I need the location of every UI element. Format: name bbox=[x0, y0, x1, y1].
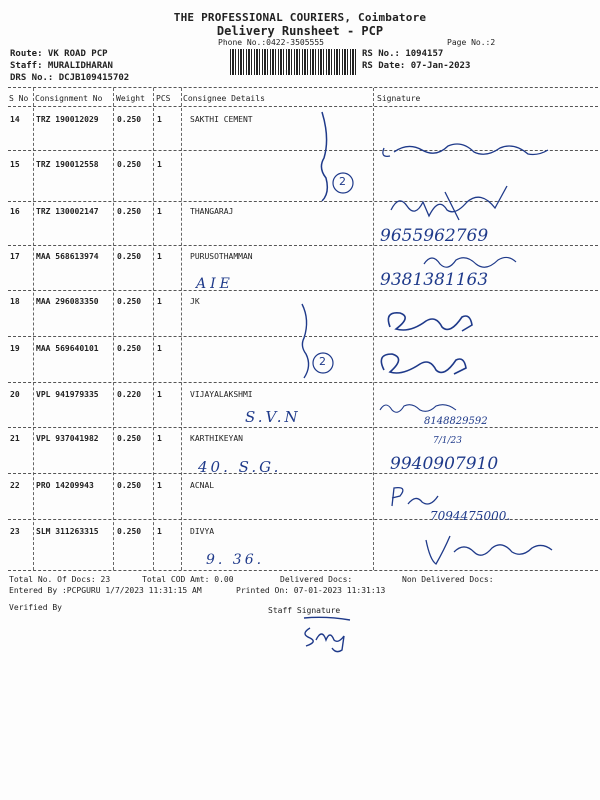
row-consignment: VPL 937041982 bbox=[36, 434, 99, 443]
delivered-docs: Delivered Docs: bbox=[280, 575, 353, 584]
divider bbox=[8, 290, 598, 291]
divider bbox=[8, 106, 598, 107]
column-separator bbox=[113, 88, 114, 570]
row-consignee: JK bbox=[190, 297, 200, 306]
row-consignee: ACNAL bbox=[190, 481, 215, 490]
handwritten-note: S.V.N bbox=[245, 408, 301, 426]
divider bbox=[8, 427, 598, 428]
signature-row-23 bbox=[420, 530, 560, 570]
staff-signature bbox=[296, 614, 356, 654]
row-pcs: 1 bbox=[157, 207, 162, 216]
column-separator bbox=[33, 88, 34, 570]
row-sno: 14 bbox=[10, 115, 20, 124]
row-weight: 0.250 bbox=[117, 252, 142, 261]
row-consignee: KARTHIKEYAN bbox=[190, 434, 243, 443]
circle-number: 2 bbox=[339, 175, 346, 188]
signature-row-16 bbox=[385, 180, 525, 228]
row-pcs: 1 bbox=[157, 390, 162, 399]
document-title: Delivery Runsheet - PCP bbox=[216, 24, 384, 38]
total-cod: Total COD Amt: 0.00 bbox=[142, 575, 234, 584]
row-consignment: MAA 568613974 bbox=[36, 252, 99, 261]
phone-number: Phone No.:0422-3505555 bbox=[218, 38, 324, 47]
row-sno: 20 bbox=[10, 390, 20, 399]
signature-row-20 bbox=[376, 396, 466, 418]
rs-number: RS No.: 1094157 bbox=[362, 49, 444, 59]
row-sno: 15 bbox=[10, 160, 20, 169]
row-weight: 0.250 bbox=[117, 115, 142, 124]
route: Route: VK ROAD PCP bbox=[10, 49, 108, 59]
divider bbox=[8, 473, 598, 474]
row-weight: 0.250 bbox=[117, 207, 142, 216]
row-weight: 0.250 bbox=[117, 160, 142, 169]
row-pcs: 1 bbox=[157, 481, 162, 490]
row-consignee: PURUSOTHAMMAN bbox=[190, 252, 253, 261]
staff-signature-label: Staff Signature bbox=[268, 606, 341, 615]
row-consignment: MAA 296083350 bbox=[36, 297, 99, 306]
row-weight: 0.250 bbox=[117, 481, 142, 490]
row-pcs: 1 bbox=[157, 115, 162, 124]
divider bbox=[8, 245, 598, 246]
row-consignee: THANGARAJ bbox=[190, 207, 234, 216]
column-separator bbox=[153, 88, 154, 570]
row-sno: 23 bbox=[10, 527, 20, 536]
row-sno: 16 bbox=[10, 207, 20, 216]
row-weight: 0.220 bbox=[117, 390, 142, 399]
company-name: THE PROFESSIONAL COURIERS, Coimbatore bbox=[173, 11, 427, 24]
row-pcs: 1 bbox=[157, 344, 162, 353]
row-weight: 0.250 bbox=[117, 297, 142, 306]
row-consignee: DIVYA bbox=[190, 527, 215, 536]
rs-date: RS Date: 07-Jan-2023 bbox=[362, 61, 471, 71]
non-delivered-docs: Non Delivered Docs: bbox=[402, 575, 494, 584]
row-sno: 21 bbox=[10, 434, 20, 443]
row-pcs: 1 bbox=[157, 434, 162, 443]
row-consignment: TRZ 130002147 bbox=[36, 207, 99, 216]
row-consignee: VIJAYALAKSHMI bbox=[190, 390, 253, 399]
row-consignee: SAKTHI CEMENT bbox=[190, 115, 253, 124]
divider bbox=[8, 382, 598, 383]
circle-number: 2 bbox=[319, 355, 326, 368]
col-weight: Weight bbox=[116, 94, 145, 103]
column-separator bbox=[181, 88, 182, 570]
row-consignment: VPL 941979335 bbox=[36, 390, 99, 399]
barcode bbox=[230, 49, 356, 75]
row-sno: 19 bbox=[10, 344, 20, 353]
drs-number: DRS No.: DCJB109415702 bbox=[10, 73, 130, 83]
handwritten-phone: 9940907910 bbox=[390, 454, 499, 474]
row-pcs: 1 bbox=[157, 160, 162, 169]
row-weight: 0.250 bbox=[117, 527, 142, 536]
signature-row-14 bbox=[378, 128, 558, 168]
row-pcs: 1 bbox=[157, 297, 162, 306]
row-consignment: SLM 311263315 bbox=[36, 527, 99, 536]
handwritten-phone: 9655962769 bbox=[380, 226, 489, 246]
col-consignment: Consignment No bbox=[35, 94, 103, 103]
row-pcs: 1 bbox=[157, 252, 162, 261]
col-sno: S No bbox=[9, 94, 29, 103]
printed-on: Printed On: 07-01-2023 11:31:13 bbox=[236, 586, 386, 595]
verified-by: Verified By bbox=[9, 603, 62, 612]
signature-row-18 bbox=[380, 305, 480, 339]
handwritten-phone: 9381381163 bbox=[380, 270, 489, 290]
row-weight: 0.250 bbox=[117, 344, 142, 353]
row-consignment: TRZ 190012029 bbox=[36, 115, 99, 124]
staff: Staff: MURALIDHARAN bbox=[10, 61, 113, 71]
divider bbox=[8, 87, 598, 88]
row-sno: 22 bbox=[10, 481, 20, 490]
col-pcs: PCS bbox=[156, 94, 171, 103]
col-consignee: Consignee Details bbox=[183, 94, 265, 103]
signature-row-22 bbox=[386, 484, 446, 510]
handwritten-note: 9. 36. bbox=[206, 552, 265, 568]
handwritten-date: 7/1/23 bbox=[433, 436, 462, 446]
page-number: Page No.:2 bbox=[447, 38, 496, 47]
handwritten-phone: 8148829592 bbox=[424, 416, 488, 427]
row-consignment: PRO 14209943 bbox=[36, 481, 94, 490]
col-signature: Signature bbox=[377, 94, 421, 103]
signature-row-19 bbox=[374, 346, 474, 382]
divider bbox=[8, 570, 598, 571]
total-docs: Total No. Of Docs: 23 bbox=[9, 575, 111, 584]
entered-by: Entered By :PCPGURU 1/7/2023 11:31:15 AM bbox=[9, 586, 202, 595]
row-consignment: TRZ 190012558 bbox=[36, 160, 99, 169]
row-sno: 18 bbox=[10, 297, 20, 306]
handwritten-note: 40. S.G. bbox=[198, 458, 282, 476]
handwritten-note: AIE bbox=[196, 276, 234, 292]
handwritten-phone: 7094475000. bbox=[430, 509, 511, 523]
row-sno: 17 bbox=[10, 252, 20, 261]
row-weight: 0.250 bbox=[117, 434, 142, 443]
row-consignment: MAA 569640101 bbox=[36, 344, 99, 353]
row-pcs: 1 bbox=[157, 527, 162, 536]
